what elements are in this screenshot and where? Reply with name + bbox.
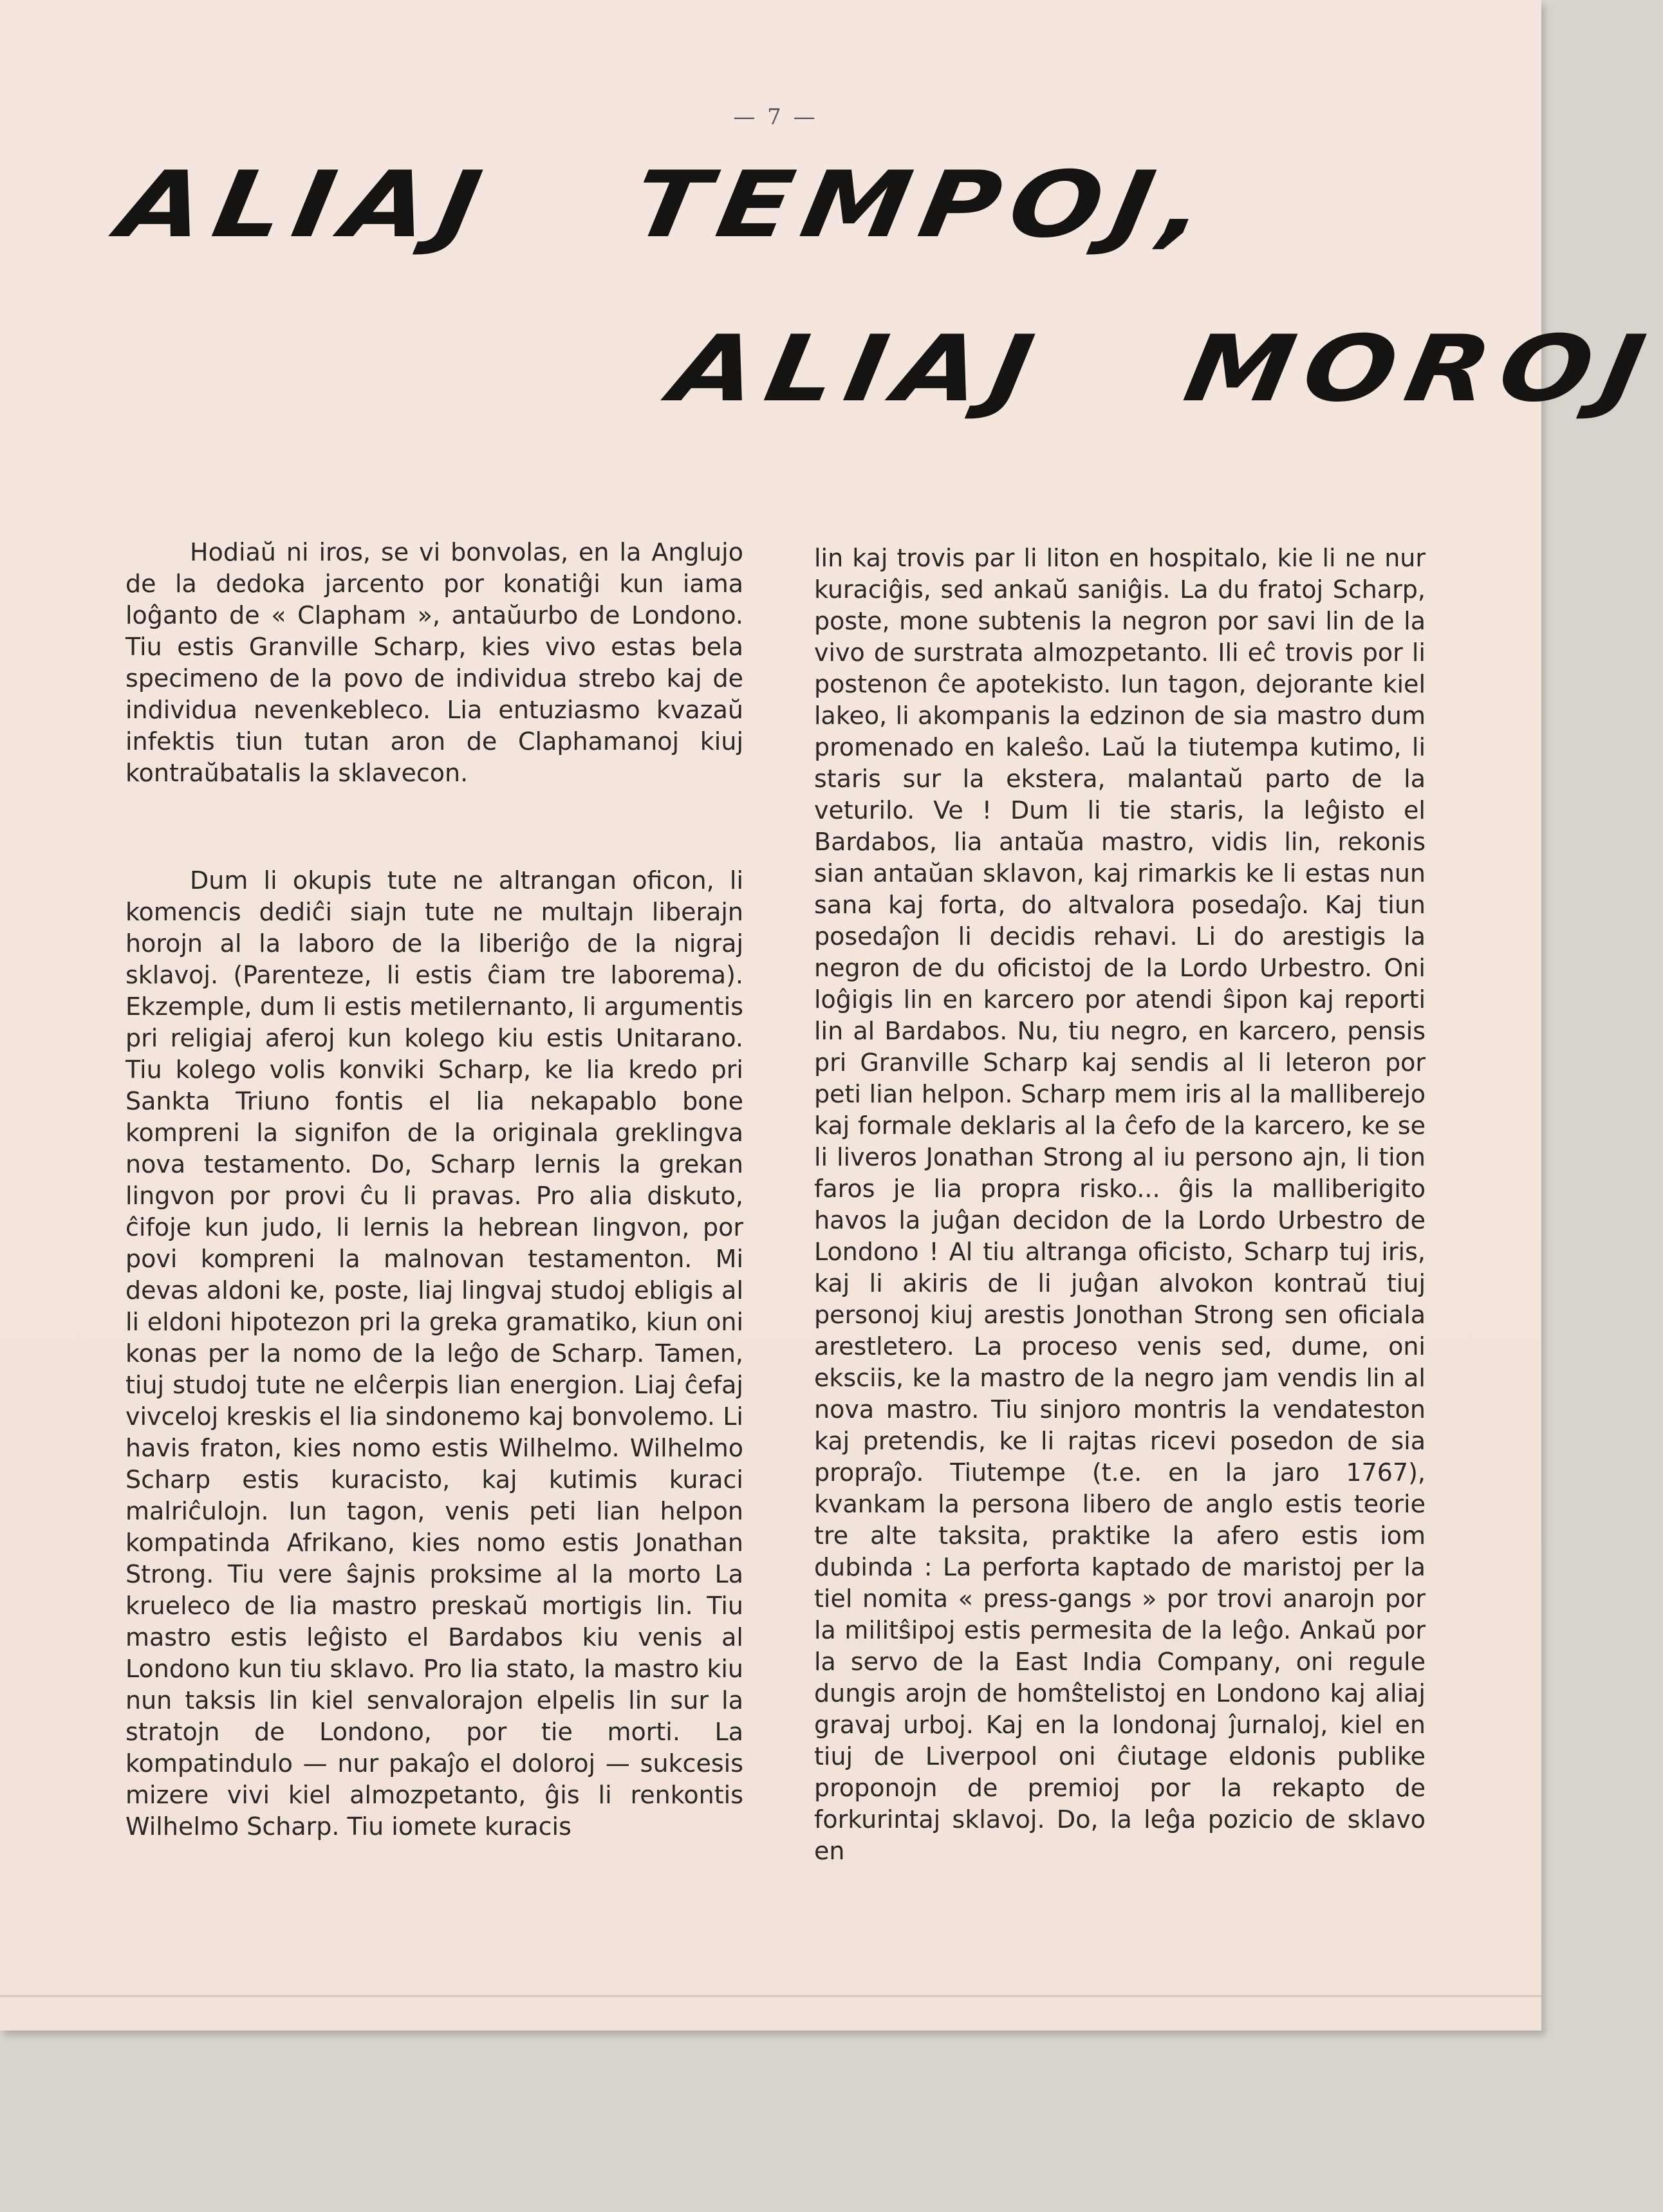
article-paragraph-continuation: lin kaj trovis par li liton en hospitalo, kie li ne nur kuraciĝis, sed ankaŭ saniĝis. La du fratoj Scharp, poste, mone subtenis la negron por savi lin de la vivo de surstrata almozpetanto. Ili eĉ trovis por li postenon ĉe apotekisto. Iun tagon, dejorante kiel lakeo, li akompanis la edzinon de sia mastro dum promenado en kaleŝo. Laŭ la tiutempa kutimo, li staris sur la ekstera, malantaŭ parto de la veturilo. Ve ! Dum li tie staris, la leĝisto el Bardabos, lia antaŭa mastro, vidis lin, rekonis sian antaŭan sklavon, kaj rimarkis ke li estas nun sana kaj forta, do altvalora posedaĵo. Kaj tiun posedaĵon li decidis rehavi. Li do arestigis la negron de du oficistoj de la Lordo Urbestro. Oni loĝigis lin en karcero por atendi ŝipon kaj reporti lin al Bardabos. Nu, tiu negro, en karcero, pensis pri Granville Scharp kaj sendis al li leteron por peti lian helpon. Scharp mem iris al la malliberejo kaj formale deklaris al la ĉefo de la karcero, ke se li liveros Jonathan Strong al iu persono ajn, li tion faros je lia propra risko... ĝis la malliberigito havos la juĝan decidon de la Lordo Urbestro de Londono ! Al tiu altranga oficisto, Scharp tuj iris, kaj li akiris de li juĝan alvokon kontraŭ tiuj personoj kiuj arestis Jonothan Strong sen oficiala arestletero. La proceso venis sed, dume, oni eksciis, ke la mastro de la negro jam vendis lin al nova mastro. Tiu sinjoro montris la vendateston kaj pretendis, ke li rajtas ricevi posedon de sia propraĵo. Tiutempe (t.e. en la jaro 1767), kvankam la persona libero de anglo estis teorie tre alte taksita, praktike la afero estis iom dubinda : La perforta kaptado de maristoj per la tiel nomita « press-gangs » por trovi anarojn por la militŝipoj estis permesita de la leĝo. Ankaŭ por la servo de la East India Company, oni regule dungis arojn de homŝtelistoj en Londono kaj aliaj gravaj urboj. Kaj en la londonaj ĵurnaloj, kiel en tiuj de Liverpool oni ĉiutage eldonis publike proponojn de premioj por la rekapto de forkurintaj sklavoj. Do, la leĝa pozicio de sklavo en [814,544,1426,1865]
article-column-left-top [125,537,743,789]
article-column-right [814,543,1426,1867]
article-paragraph-intro: Hodiaŭ ni iros, se vi bonvolas, en la Anglujo de la dedoka jarcento por konatiĝi kun iama loĝanto de « Clapham », antaŭurbo de Londono. Tiu estis Granville Scharp, kies vivo estas bela specimeno de la povo de individua strebo kaj de individua nevenkebleco. Lia entuziasmo kvazaŭ infektis tiun tutan aron de Claphamanoj kiuj kontraŭbatalis la sklavecon. [125,538,743,787]
headline-line-2: ALIAJ MOROJ [664,316,1663,422]
headline-line-1: ALIAJ TEMPOJ, [111,152,1225,258]
article-paragraph-main: Dum li okupis tute ne altrangan oficon, li komencis dediĉi siajn tute ne multajn liberajn horojn al la laboro de la liberiĝo de la nigraj sklavoj. (Parenteze, li estis ĉiam tre laborema). Ekzemple, dum li estis metilernanto, li argumentis pri religiaj aferoj kun kolego kiu estis Unitarano. Tiu kolego volis konviki Scharp, ke lia kredo pri Sankta Triuno fontis el lia nekapablo bone kompreni la signifon de la originala greklingva nova testamento. Do, Scharp lernis la grekan lingvon por provi ĉu li pravas. Pro alia diskuto, ĉifoje kun judo, li lernis la hebrean lingvon, por povi kompreni la malnovan testamenton. Mi devas aldoni ke, poste, liaj lingvaj studoj ebligis al li eldoni hipotezon pri la greka gramatiko, kiun oni konas per la nomo de la leĝo de Scharp. Tamen, tiuj studoj tute ne elĉerpis lian energion. Liaj ĉefaj vivceloj kreskis el lia sindonemo kaj bonvolemo. Li havis fraton, kies nomo estis Wilhelmo. Wilhelmo Scharp estis kuracisto, kaj kutimis kuraci malriĉulojn. Iun tagon, venis peti lian helpon kompatinda Afrikano, kies nomo estis Jonathan Strong. Tiu vere ŝajnis proksime al la morto La krueleco de lia mastro preskaŭ mortigis lin. Tiu mastro estis leĝisto el Bardabos kiu venis al Londono kun tiu sklavo. Pro lia stato, la mastro kiu nun taksis lin kiel senvalorajon elpelis lin sur la stratojn de Londono, por tie morti. La kompatindulo — nur pakaĵo el doloroj — sukcesis mizere vivi kiel almozpetanto, ĝis li renkontis Wilhelmo Scharp. Tiu iomete kuracis [125,866,743,1841]
article-column-left [125,865,743,1843]
page-number: — 7 — [733,104,818,130]
page-fold-line [0,1995,1541,1997]
